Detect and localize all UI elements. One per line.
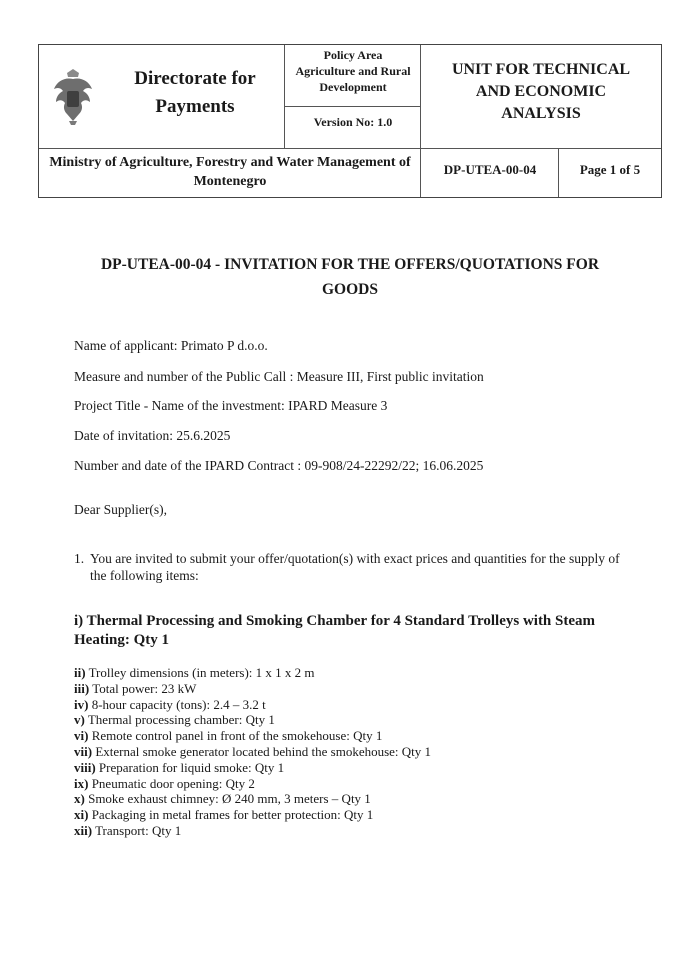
header-code-cell bbox=[421, 149, 559, 197]
field-project-title: Project Title - Name of the investment: IPARD Measure 3 bbox=[74, 398, 388, 413]
list-item: xi) Packaging in metal frames for better protection: Qty 1 bbox=[74, 807, 374, 823]
header-policy-cell bbox=[285, 45, 421, 149]
field-invitation-date: Date of invitation: 25.6.2025 bbox=[74, 428, 231, 443]
section-heading: i) Thermal Processing and Smoking Chamber for 4 Standard Trolleys with Steam Heating: Qty 1 bbox=[74, 613, 596, 648]
directorate-title: Directorate for Payments bbox=[134, 68, 256, 117]
paragraph-text: You are invited to submit your offer/quotation(s) with exact prices and quantities for the supply of the following items: bbox=[90, 551, 620, 583]
list-item: viii) Preparation for liquid smoke: Qty 1 bbox=[74, 759, 285, 775]
unit-title: UNIT FOR TECHNICAL AND ECONOMIC ANALYSIS bbox=[451, 61, 631, 122]
header-table bbox=[38, 44, 662, 198]
document-title: DP-UTEA-00-04 - INVITATION FOR THE OFFERS/QUOTATIONS FOR GOODS bbox=[100, 256, 600, 298]
paragraph-number: 1. bbox=[74, 551, 85, 566]
header-unit-cell bbox=[421, 45, 661, 149]
field-contract: Number and date of the IPARD Contract : 09-908/24-22292/22; 16.06.2025 bbox=[74, 458, 484, 473]
list-item: x) Smoke exhaust chimney: Ø 240 mm, 3 meters – Qty 1 bbox=[74, 791, 371, 807]
list-item: iii) Total power: 23 kW bbox=[74, 680, 197, 696]
header-logo-cell bbox=[39, 45, 285, 149]
policy-area: Policy Area Agriculture and Rural Development bbox=[285, 47, 421, 107]
field-applicant: Name of applicant: Primato P d.o.o. bbox=[74, 338, 268, 353]
list-item: ii) Trolley dimensions (in meters): 1 x 1 x 2 m bbox=[74, 665, 315, 680]
header-page-cell bbox=[559, 149, 661, 197]
list-item: vii) External smoke generator located behind the smokehouse: Qty 1 bbox=[74, 743, 432, 759]
list-item: ix) Pneumatic door opening: Qty 2 bbox=[74, 775, 255, 791]
list-item: vi) Remote control panel in front of the smokehouse: Qty 1 bbox=[74, 728, 383, 744]
list-item: v) Thermal processing chamber: Qty 1 bbox=[74, 712, 275, 728]
document-code: DP-UTEA-00-04 bbox=[443, 162, 537, 177]
version-number: Version No: 1.0 bbox=[313, 115, 393, 129]
ministry-name: Ministry of Agriculture, Forestry and Water Management of Montenegro bbox=[49, 155, 411, 189]
montenegro-coat-of-arms-icon bbox=[51, 67, 95, 127]
field-measure: Measure and number of the Public Call : Measure III, First public invitation bbox=[74, 369, 484, 384]
list-item: iv) 8-hour capacity (tons): 2.4 – 3.2 t bbox=[74, 696, 266, 712]
header-ministry-cell bbox=[39, 149, 421, 197]
list-item: xii) Transport: Qty 1 bbox=[74, 822, 182, 838]
page-number: Page 1 of 5 bbox=[579, 162, 641, 177]
items-list bbox=[74, 665, 634, 839]
greeting: Dear Supplier(s), bbox=[74, 502, 167, 517]
